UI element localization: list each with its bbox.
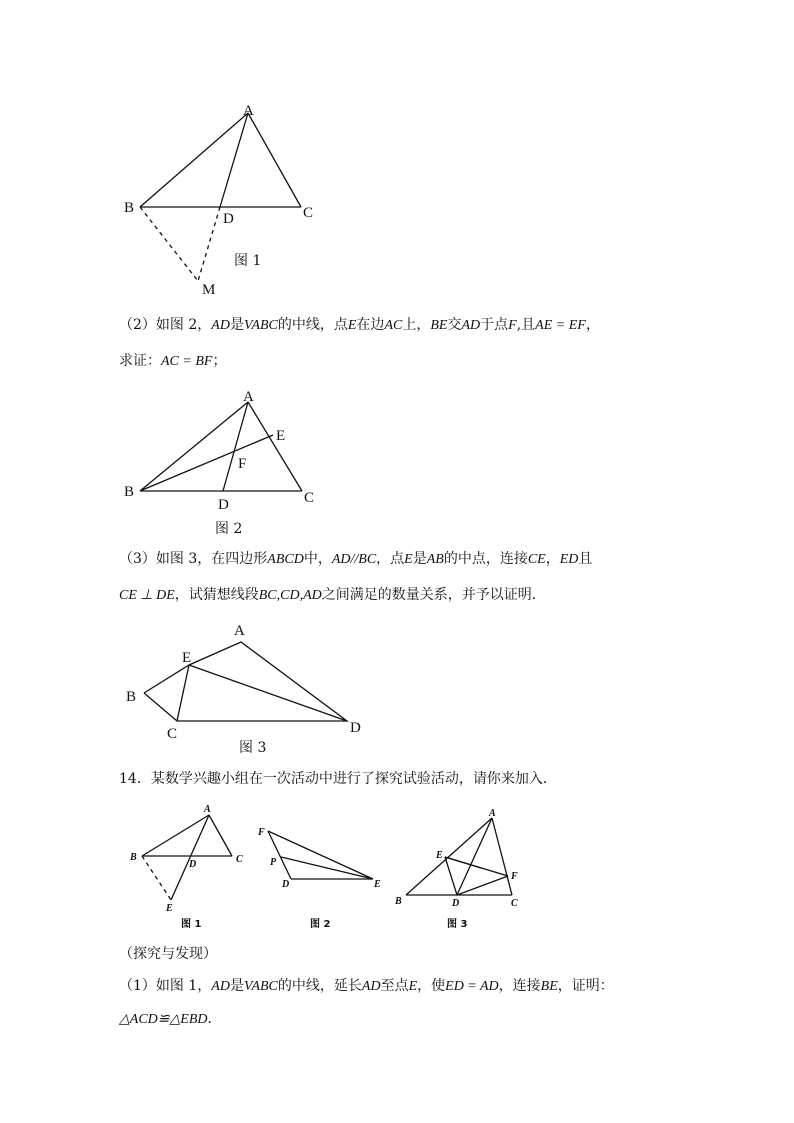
question-3-line-2: CE ⊥ DE，试猜想线段BC,CD,AD之间满足的数量关系，并予以证明．: [119, 587, 546, 603]
point-label-f: F: [238, 456, 247, 472]
point-label-d: D: [282, 879, 290, 890]
question-14-text: 14．某数学兴趣小组在一次活动中进行了探究试验活动，请你来加入．: [119, 771, 557, 787]
point-label-c: C: [167, 726, 178, 742]
point-label-c: C: [304, 490, 315, 506]
point-label-b: B: [130, 852, 137, 863]
point-label-a: A: [234, 623, 245, 639]
explore-heading: （探究与发现）: [119, 946, 217, 962]
question-3-line-1: （3）如图 3，在四边形ABCD中，AD//BC，点E是AB的中点，连接CE，ED且: [119, 551, 593, 567]
point-label-a: A: [243, 103, 254, 119]
figure-2: [110, 385, 340, 545]
point-label-f: F: [258, 827, 265, 838]
point-label-m: M: [202, 282, 216, 298]
point-label-a: A: [204, 804, 211, 815]
point-label-a: A: [243, 389, 254, 405]
point-label-e: E: [436, 850, 443, 861]
point-label-d: D: [218, 497, 229, 513]
figure-caption: 图 1: [181, 919, 202, 930]
point-label-b: B: [126, 689, 137, 705]
question-2-line-2: 求证：AC = BF；: [119, 353, 227, 369]
point-label-e: E: [166, 903, 173, 914]
explore-line-1: （1）如图 1，AD是VABC的中线，延长AD至点E，使ED = AD，连接BE，证明：: [119, 978, 614, 994]
point-label-e: E: [374, 879, 381, 890]
figure-caption: 图 3: [239, 740, 267, 756]
point-label-c: C: [303, 205, 314, 221]
figure-1: [110, 95, 350, 305]
point-label-p: P: [270, 857, 277, 868]
point-label-d: D: [223, 211, 234, 227]
point-label-b: B: [124, 484, 135, 500]
point-label-d: D: [350, 720, 361, 736]
point-label-c: C: [236, 854, 243, 865]
small-figure-1: [120, 800, 260, 935]
point-label-d: D: [189, 859, 197, 870]
figure-3: [110, 615, 380, 765]
figure-caption: 图 1: [234, 253, 262, 269]
point-label-f: F: [511, 871, 518, 882]
figure-caption: 图 3: [447, 919, 468, 930]
figure-caption: 图 2: [215, 521, 243, 537]
small-figure-3: [390, 800, 540, 935]
point-label-a: A: [489, 808, 496, 819]
figure-caption: 图 2: [310, 919, 331, 930]
point-label-c: C: [511, 898, 518, 909]
point-label-b: B: [395, 896, 402, 907]
point-label-e: E: [182, 650, 192, 666]
point-label-b: B: [124, 200, 135, 216]
point-label-d: D: [452, 898, 460, 909]
small-figure-2: [250, 815, 395, 935]
question-2-line-1: （2）如图 2，AD是VABC的中线，点E在边AC上，BE交AD于点F,且AE = EF，: [119, 317, 600, 333]
explore-line-2: △ACD≌△EBD．: [119, 1011, 222, 1027]
point-label-e: E: [276, 428, 286, 444]
